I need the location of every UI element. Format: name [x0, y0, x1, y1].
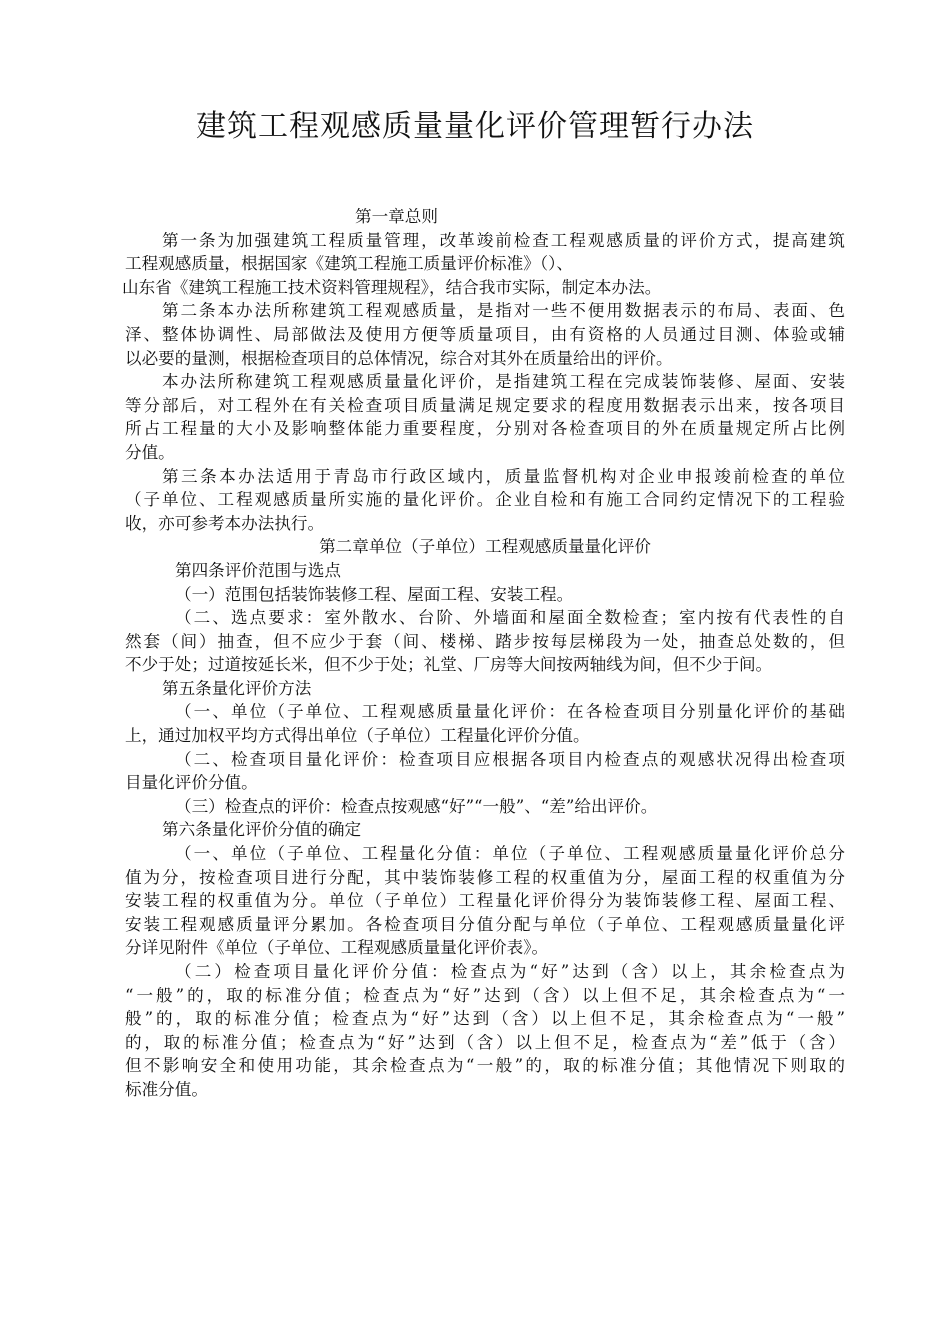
- text-line: 目量化评价分值。: [125, 773, 258, 793]
- text-line: 第一条为加强建筑工程质量管理，改革竣前检查工程观感质量的评价方式，提高建筑: [162, 230, 845, 250]
- text-line: （子单位、工程观感质量所实施的量化评价。企业自检和有施工合同约定情况下的工程验: [125, 490, 845, 510]
- document-body: [122, 205, 845, 1102]
- text-line: 安装工程的权重值为分。单位（子单位）工程量化评价得分为装饰装修工程、屋面工程、: [125, 891, 845, 911]
- text-line: 不少于处；过道按延长米，但不少于处；礼堂、厂房等大间按两轴线为间，但不少于间。: [125, 655, 773, 675]
- text-line: 第二条本办法所称建筑工程观感质量，是指对一些不便用数据表示的布局、表面、色: [162, 301, 845, 321]
- text-line: 分详见附件《单位（子单位、工程观感质量量化评价表》。: [125, 938, 549, 958]
- text-line: 收，亦可参考本办法执行。: [125, 513, 325, 533]
- chapter-heading: 第二章单位（子单位）工程观感质量量化评价: [319, 537, 651, 557]
- text-line: 值为分，按检查项目进行分配，其中装饰装修工程的权重值为分，屋面工程的权重值为分: [125, 867, 845, 887]
- text-line: 的，取的标准分值；检查点为“好”达到（含）以上但不足，检查点为“差”低于（含）: [125, 1032, 845, 1052]
- text-line: （一、单位（子单位、工程量化分值：单位（子单位、工程观感质量量化评价总分: [175, 844, 845, 864]
- text-line: 第三条本办法适用于青岛市行政区域内，质量监督机构对企业申报竣前检查的单位: [162, 466, 845, 486]
- text-line: 分值。: [125, 442, 175, 462]
- text-line: 工程观感质量，根据国家《建筑工程施工质量评价标准》（）、: [125, 254, 574, 274]
- text-line: 上，通过加权平均方式得出单位（子单位）工程量化评价分值。: [125, 726, 590, 746]
- text-line: 山东省《建筑工程施工技术资料管理规程》，结合我市实际，制定本办法。: [122, 277, 662, 297]
- text-line: 等分部后，对工程外在有关检查项目质量满足规定要求的程度用数据表示出来，按各项目: [125, 395, 845, 415]
- text-line: 所占工程量的大小及影响整体能力重要程度，分别对各检查项目的外在质量规定所占比例: [125, 419, 845, 439]
- text-line: （一）范围包括装饰装修工程、屋面工程、安装工程。: [175, 584, 574, 604]
- text-line: 标准分值。: [125, 1079, 208, 1099]
- text-line: 般”的，取的标准分值；检查点为“好”达到（含）以上但不足，其余检查点为“一般”: [125, 1009, 845, 1029]
- text-line: 第六条量化评价分值的确定: [162, 820, 362, 840]
- text-line: 安装工程观感质量评分累加。各检查项目分值分配与单位（子单位、工程观感质量量化评: [125, 914, 845, 934]
- text-line: “一般”的，取的标准分值；检查点为“好”达到（含）以上但不足，其余检查点为“一: [125, 985, 845, 1005]
- text-line: 第一章总则: [355, 207, 438, 226]
- text-line: 泽、整体协调性、局部做法及使用方便等质量项目，由有资格的人员通过目测、体验或辅: [125, 324, 845, 344]
- text-line: （一、单位（子单位、工程观感质量量化评价：在各检查项目分别量化评价的基础: [175, 702, 845, 722]
- text-line: 第五条量化评价方法: [162, 678, 312, 698]
- text-line: （三）检查点的评价：检查点按观感“好”“一般”、“差”给出评价。: [175, 796, 658, 816]
- text-line: （二、选点要求：室外散水、台阶、外墙面和屋面全数检查；室内按有代表性的自: [175, 608, 845, 628]
- text-line: （二、检查项目量化评价：检查项目应根据各项目内检查点的观感状况得出检查项: [175, 749, 845, 769]
- text-line: 以必要的量测，根据检查项目的总体情况，综合对其外在质量给出的评价。: [125, 348, 673, 368]
- text-line: （二）检查项目量化评价分值：检查点为“好”达到（含）以上，其余检查点为: [175, 962, 845, 981]
- text-line: 但不影响安全和使用功能，其余检查点为“一般”的，取的标准分值；其他情况下则取的: [125, 1056, 845, 1076]
- text-line: 第四条评价范围与选点: [175, 560, 341, 580]
- text-line: 本办法所称建筑工程观感质量量化评价，是指建筑工程在完成装饰装修、屋面、安装: [162, 372, 845, 392]
- text-line: 然套（间）抽查，但不应少于套（间、楼梯、踏步按每层梯段为一处，抽查总处数的，但: [125, 631, 845, 651]
- document-title: 建筑工程观感质量量化评价管理暂行办法: [196, 109, 754, 144]
